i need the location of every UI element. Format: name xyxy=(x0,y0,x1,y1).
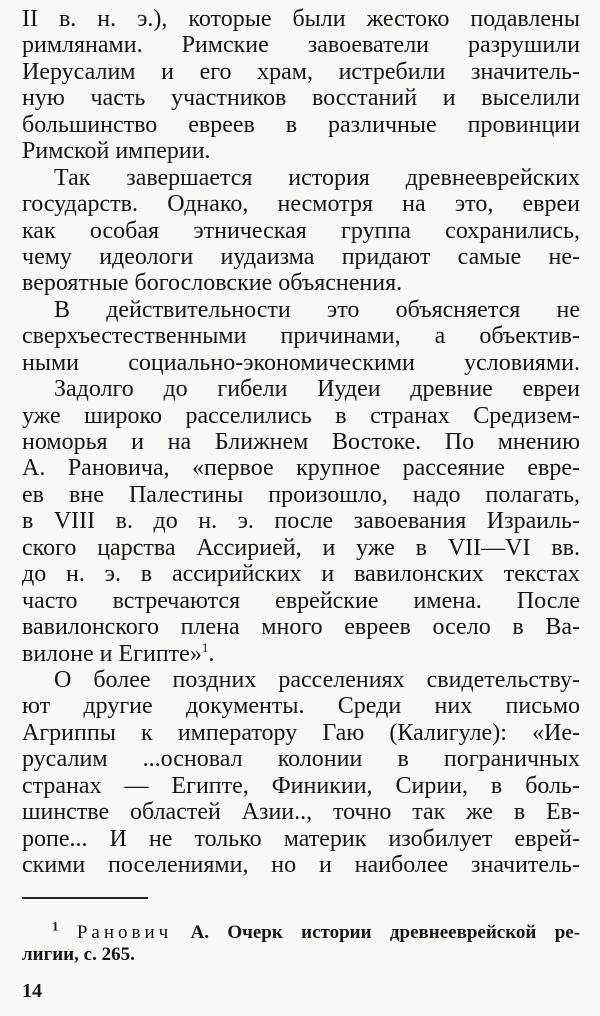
text-line: часто встречаются еврейские имена. После xyxy=(22,587,580,614)
text-line: в VIII в. до н. э. после завоевания Израиль- xyxy=(22,508,580,535)
text-line: большинство евреев в различные провинции xyxy=(22,111,580,138)
text-line: В действительности это объясняется не xyxy=(54,296,580,323)
text-line: вероятные богословские объяснения. xyxy=(22,270,403,297)
text-line: вавилонского плена много евреев осело в Ва- xyxy=(22,614,580,641)
footnote-line xyxy=(22,918,581,944)
footnote-separator xyxy=(22,897,148,899)
text-line: ными социально-экономическими условиями. xyxy=(22,349,580,376)
text-line: А. Рановича, «первое крупное рассеяние евре- xyxy=(22,455,580,482)
text-line: Так завершается история древнееврейских xyxy=(54,164,580,191)
paragraph xyxy=(22,6,580,165)
text-line: русалим ...основал колонии в пограничных xyxy=(22,746,580,773)
text-line: государств. Однако, несмотря на это, евреи xyxy=(22,191,580,218)
paragraph xyxy=(22,297,580,376)
text-line: чему идеологи иудаизма придают самые не- xyxy=(22,243,580,270)
text-line: до н. э. в ассирийских и вавилонских текстах xyxy=(22,561,580,588)
text-line: ют другие документы. Среди них письмо xyxy=(22,693,580,720)
text-line: ского царства Ассирией, и уже в VII—VI вв. xyxy=(22,534,580,561)
footnote-reference[interactable]: 1 xyxy=(201,639,209,655)
text-line: сверхъестественными причинами, а объектив- xyxy=(22,323,580,350)
text-line: ную часть участников восстаний и выселили xyxy=(22,85,580,112)
paragraph xyxy=(22,667,580,879)
text-line: скими поселениями, но и наиболее значитель- xyxy=(22,852,580,878)
paragraph xyxy=(22,165,580,297)
text-line: ев вне Палестины произошло, надо полагать, xyxy=(22,481,580,508)
text-line: Иерусалим и его храм, истребили значитель- xyxy=(22,58,580,85)
footnote-text: А. Очерк истории древнееврейской ре- xyxy=(190,922,581,943)
text-line: Задолго до гибели Иудеи древние евреи xyxy=(54,376,580,403)
text-line: II в. н. э.), которые были жестоко подавлены xyxy=(22,6,580,32)
text-line: О более поздних расселениях свидетельству- xyxy=(54,666,580,693)
text-line: римлянами. Римские завоеватели разрушили xyxy=(22,32,580,59)
text-line: шинстве областей Азии.., точно так же в Ев- xyxy=(22,799,580,826)
text-line: Агриппы к императору Гаю (Калигуле): «Ие- xyxy=(22,719,580,746)
footnote-author: Ранович xyxy=(76,922,173,943)
text-line xyxy=(22,641,580,667)
text-line: Римской империи. xyxy=(22,138,211,165)
text-line: номорья и на Ближнем Востоке. По мнению xyxy=(22,429,580,455)
text-line: ропе... И не только материк изобилует еврей- xyxy=(22,825,580,852)
line-text: вилоне и Египте» xyxy=(22,640,202,667)
page-number: 14 xyxy=(22,980,42,1002)
text-line: как особая этническая группа сохранились, xyxy=(22,217,580,244)
text-line: странах — Египте, Финикии, Сирии, в боль- xyxy=(22,772,580,799)
footnote xyxy=(22,918,581,966)
text-line: уже широко расселились в странах Средизем- xyxy=(22,402,580,429)
footnote-marker: 1 xyxy=(52,918,59,934)
footnote-line: лигии, с. 265. xyxy=(22,944,135,965)
main-text xyxy=(22,6,580,878)
paragraph xyxy=(22,376,580,667)
line-end-punctuation: . xyxy=(208,640,215,667)
